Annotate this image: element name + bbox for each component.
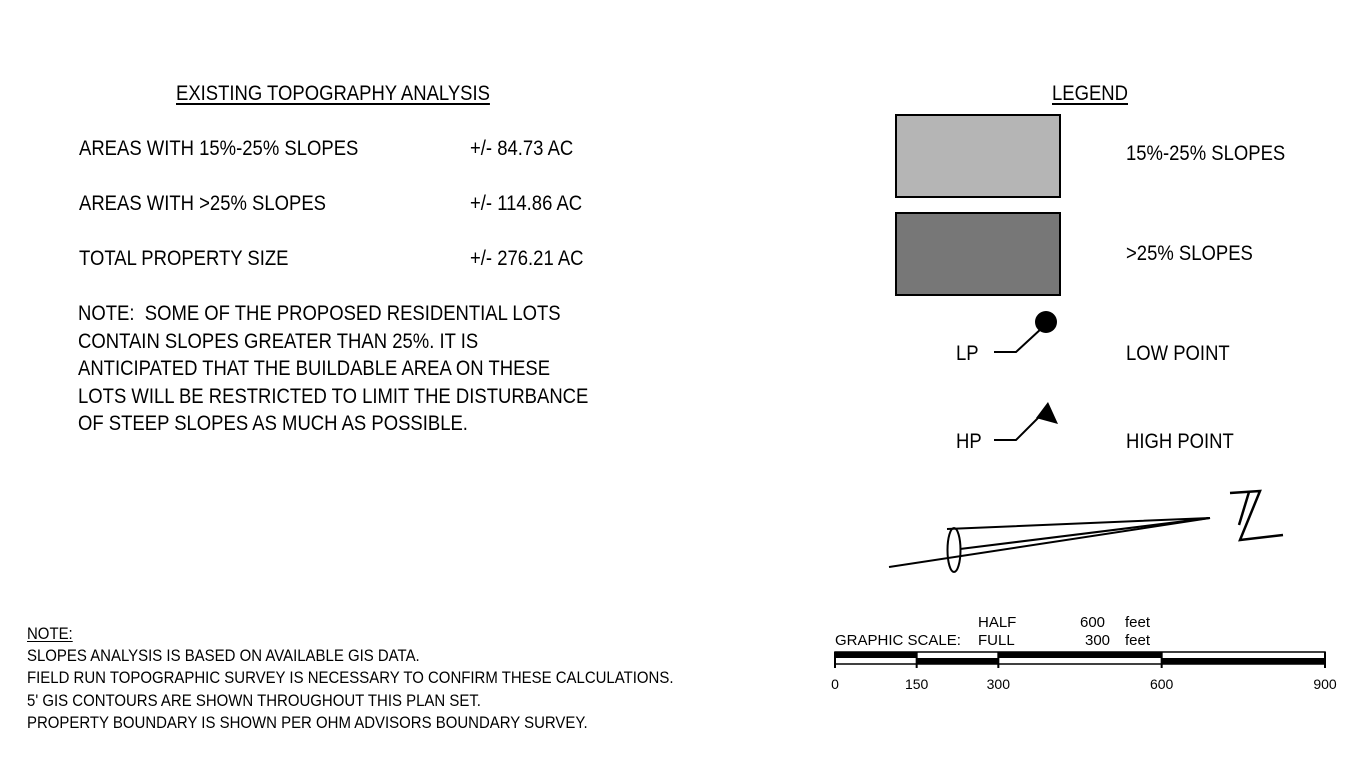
general-note-line: 5' GIS CONTOURS ARE SHOWN THROUGHOUT THIS PLAN SET. (27, 691, 481, 710)
general-notes-title: NOTE: (27, 624, 73, 643)
general-note-line: SLOPES ANALYSIS IS BASED ON AVAILABLE GIS DATA. (27, 646, 420, 665)
analysis-note: NOTE: SOME OF THE PROPOSED RESIDENTIAL LOTS CONTAIN SLOPES GREATER THAN 25%. IT IS ANTICIPATED THAT THE BUILDABLE AREA ON THESE LOTS WILL BE RESTRICTED TO LIMIT THE DISTURBANCE OF STEEP SLOPES AS MUCH AS POSSIBLE. (78, 302, 589, 436)
scale-tick-label: 300 (986, 676, 1011, 692)
low-point-symbol-label: LP (956, 342, 979, 365)
analysis-row-value: +/- 114.86 AC (470, 192, 583, 215)
scale-full-name: FULL (978, 632, 1015, 649)
general-note-line: PROPERTY BOUNDARY IS SHOWN PER OHM ADVISORS BOUNDARY SURVEY. (27, 713, 588, 732)
scale-tick-label: 900 (1313, 676, 1337, 692)
scale-half-unit: feet (1125, 614, 1151, 631)
scale-segment (835, 652, 917, 658)
analysis-row-label: TOTAL PROPERTY SIZE (79, 247, 289, 270)
scale-segment (998, 652, 1161, 658)
legend-label-low-point: LOW POINT (1126, 342, 1230, 365)
analysis-row-label: AREAS WITH >25% SLOPES (79, 192, 327, 215)
legend-label-15-25-slopes: 15%-25% SLOPES (1126, 142, 1286, 165)
analysis-title: EXISTING TOPOGRAPHY ANALYSIS (176, 82, 490, 105)
swatch-15-25-slopes (895, 114, 1061, 198)
analysis-row-value: +/- 84.73 AC (470, 137, 574, 160)
north-arrow-icon (885, 485, 1290, 580)
scale-tick-label: 150 (904, 676, 929, 692)
scale-label: GRAPHIC SCALE: (835, 632, 961, 649)
general-note-line: FIELD RUN TOPOGRAPHIC SURVEY IS NECESSARY TO CONFIRM THESE CALCULATIONS. (27, 668, 674, 687)
scale-half-name: HALF (978, 614, 1017, 631)
graphic-scale-bar (833, 651, 1329, 679)
legend-title: LEGEND (1052, 82, 1128, 105)
high-point-symbol-label: HP (956, 430, 982, 453)
scale-tick-label: 0 (831, 676, 839, 692)
analysis-row-value: +/- 276.21 AC (470, 247, 584, 270)
scale-half-value: 600 (1080, 614, 1106, 631)
scale-tick-label: 600 (1149, 676, 1174, 692)
analysis-row-label: AREAS WITH 15%-25% SLOPES (79, 137, 359, 160)
low-point-icon (990, 308, 1060, 358)
swatch-over-25-slopes (895, 212, 1061, 296)
scale-full-value: 300 (1085, 632, 1111, 649)
legend-label-high-point: HIGH POINT (1126, 430, 1234, 453)
high-point-icon (990, 396, 1062, 446)
legend-label-over-25-slopes: >25% SLOPES (1126, 242, 1253, 265)
scale-full-unit: feet (1125, 632, 1151, 649)
scale-segment (1162, 658, 1325, 664)
scale-segment (917, 658, 999, 664)
